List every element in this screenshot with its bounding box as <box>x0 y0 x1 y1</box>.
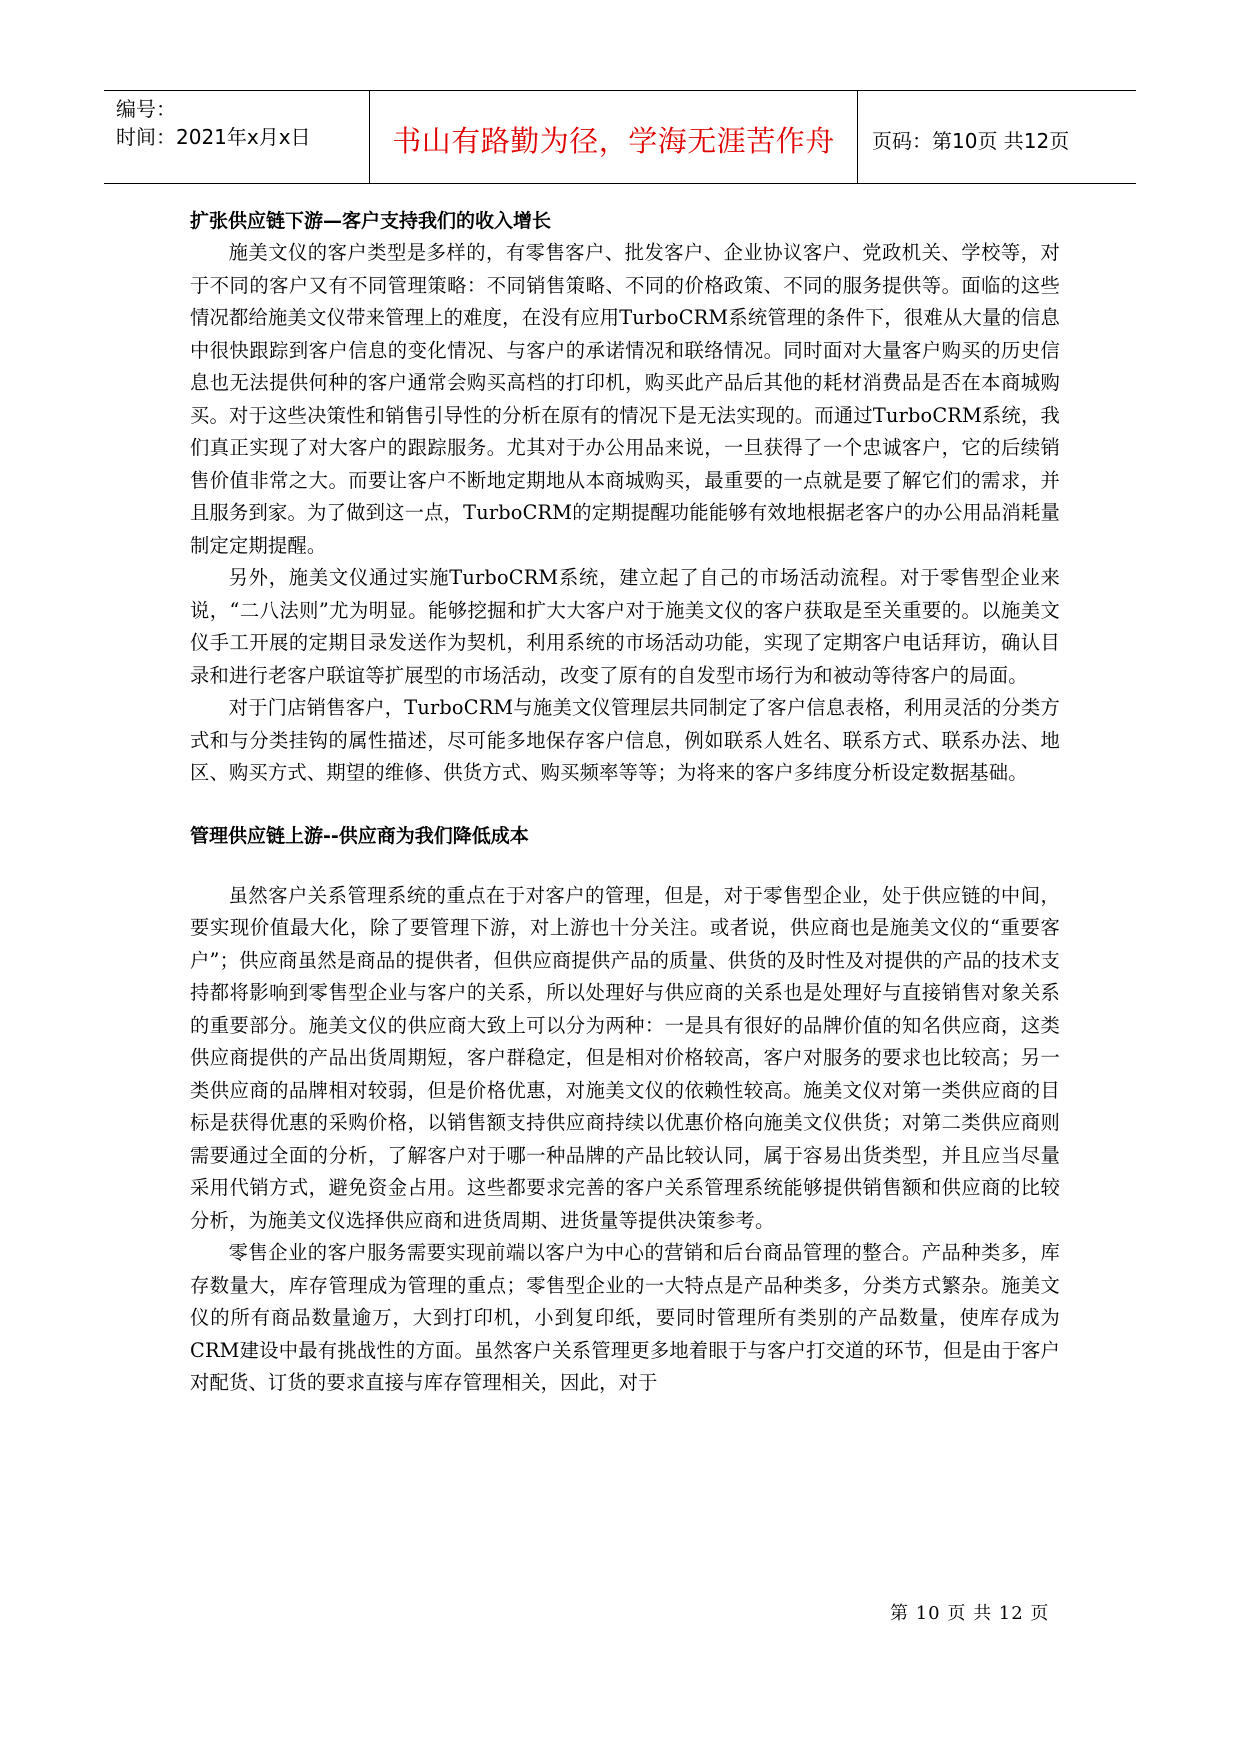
header-motto: 书山有路勤为径，学海无涯苦作舟 <box>392 124 835 158</box>
page-header <box>104 90 1136 184</box>
document-body <box>190 205 1060 1400</box>
header-page-number: 页码：第10页 共12页 <box>872 129 1070 153</box>
section-spacer <box>190 852 1060 880</box>
paragraph: 虽然客户关系管理系统的重点在于对客户的管理，但是，对于零售型企业，处于供应链的中间，要实现价值最大化，除了要管理下游，对上游也十分关注。或者说，供应商也是施美文仪的“重要客户”；供应商虽然是商品的提供者，但供应商提供产品的质量、供货的及时性及对提供的产品的技术支持都将影响到零售型企业与客户的关系，所以处理好与供应商的关系也是处理好与直接销售对象关系的重要部分。施美文仪的供应商大致上可以分为两种：一是具有很好的品牌价值的知名供应商，这类供应商提供的产品出货周期短，客户群稳定，但是相对价格较高，客户对服务的要求也比较高；另一类供应商的品牌相对较弱，但是价格优惠，对施美文仪的依赖性较高。施美文仪对第一类供应商的目标是获得优惠的采购价格，以销售额支持供应商持续以优惠价格向施美文仪供货；对第二类供应商则需要通过全面的分析，了解客户对于哪一种品牌的产品比较认同，属于容易出货类型，并且应当尽量采用代销方式，避免资金占用。这些都要求完善的客户关系管理系统能够提供销售额和供应商的比较分析，为施美文仪选择供应商和进货周期、进货量等提供决策参考。 <box>190 883 1060 1232</box>
paragraph: 对于门店销售客户，TurboCRM与施美文仪管理层共同制定了客户信息表格，利用灵活的分类方式和与分类挂钩的属性描述，尽可能多地保存客户信息，例如联系人姓名、联系方式、联系办法、地区、购买方式、期望的维修、供货方式、购买频率等等；为将来的客户多纬度分析设定数据基础。 <box>190 696 1060 784</box>
document-time-label: 时间：2021年x月x日 <box>116 125 311 149</box>
paragraph: 另外，施美文仪通过实施TurboCRM系统，建立起了自己的市场活动流程。对于零售型企业来说，“二八法则”尤为明显。能够挖掘和扩大大客户对于施美文仪的客户获取是至关重要的。以施美文仪手工开展的定期目录发送作为契机，利用系统的市场活动功能，实现了定期客户电话拜访，确认目录和进行老客户联谊等扩展型的市场活动，改变了原有的自发型市场行为和被动等待客户的局面。 <box>190 566 1060 687</box>
section-spacer <box>190 790 1060 820</box>
paragraph: 施美文仪的客户类型是多样的，有零售客户、批发客户、企业协议客户、党政机关、学校等，对于不同的客户又有不同管理策略：不同销售策略、不同的价格政策、不同的服务提供等。面临的这些情况都给施美文仪带来管理上的难度，在没有应用TurboCRM系统管理的条件下，很难从大量的信息中很快跟踪到客户信息的变化情况、与客户的承诺情况和联络情况。同时面对大量客户购买的历史信息也无法提供何种的客户通常会购买高档的打印机，购买此产品后其他的耗材消费品是否在本商城购买。对于这些决策性和销售引导性的分析在原有的情况下是无法实现的。而通过TurboCRM系统，我们真正实现了对大客户的跟踪服务。尤其对于办公用品来说，一旦获得了一个忠诚客户，它的后续销售价值非常之大。而要让客户不断地定期地从本商城购买，最重要的一点就是要了解它们的需求，并且服务到家。为了做到这一点，TurboCRM的定期提醒功能能够有效地根据老客户的办公用品消耗量制定定期提醒。 <box>190 241 1060 557</box>
page-footer: 第 10 页 共 12 页 <box>890 1603 1050 1624</box>
paragraph: 零售企业的客户服务需要实现前端以客户为中心的营销和后台商品管理的整合。产品种类多，库存数量大，库存管理成为管理的重点；零售型企业的一大特点是产品种类多，分类方式繁杂。施美文仪的所有商品数量逾万，大到打印机，小到复印纸，要同时管理所有类别的产品数量，使库存成为CRM建设中最有挑战性的方面。虽然客户关系管理更多地着眼于与客户打交道的环节，但是由于客户对配货、订货的要求直接与库存管理相关，因此，对于 <box>190 1241 1060 1394</box>
header-motto-cell <box>370 91 858 183</box>
header-meta-cell <box>104 91 370 183</box>
document-number-label: 编号： <box>116 97 176 121</box>
section-title-upstream: 管理供应链上游--供应商为我们降低成本 <box>190 824 529 847</box>
header-page-cell <box>858 91 1136 183</box>
section-title-downstream: 扩张供应链下游—客户支持我们的收入增长 <box>190 210 552 232</box>
